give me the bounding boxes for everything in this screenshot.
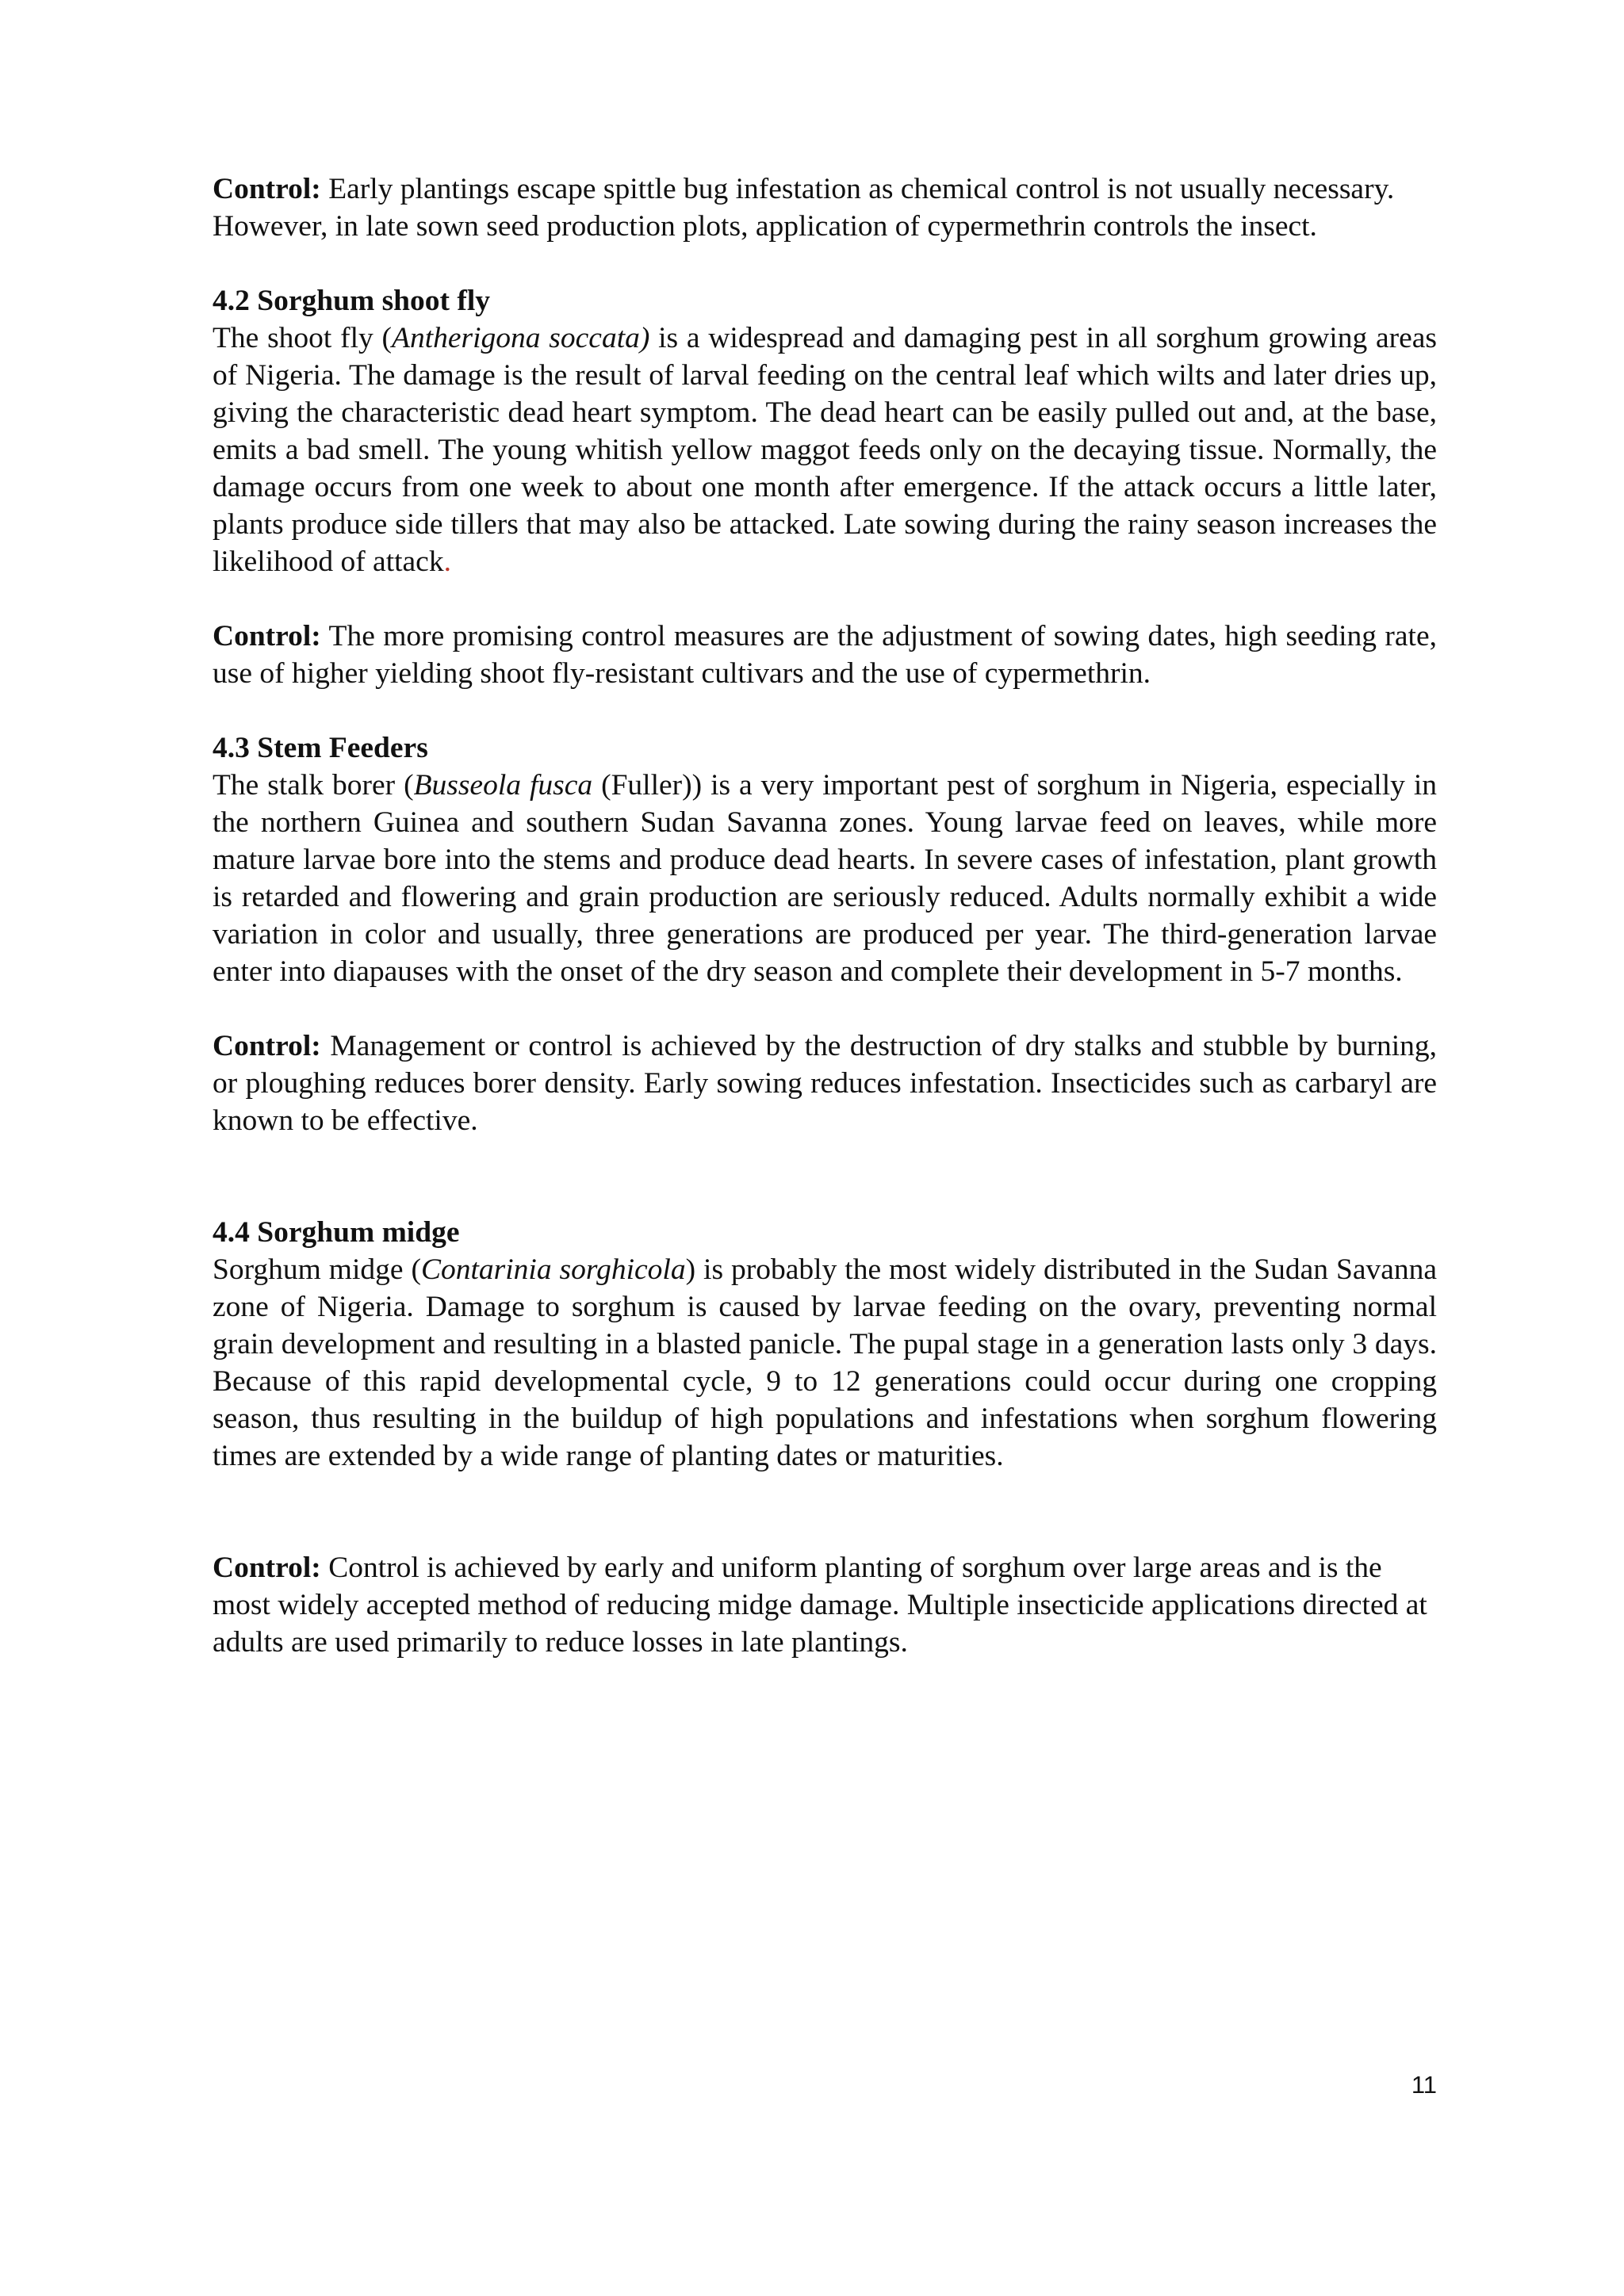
paragraph-text: Sorghum midge (	[213, 1253, 421, 1286]
spacer	[213, 990, 1437, 1027]
paragraph-text: The shoot fly (	[213, 322, 393, 354]
control-label: Control:	[213, 620, 321, 652]
paragraph-text: ) is probably the most widely distributed in the Sudan Savanna zone of Nigeria. Damage to sorghum is caused by larvae feeding on the ovary, preventing normal grain development and resulting in a blasted panicle. The pupal stage in a generation lasts only 3 days. Because of this rapid developmental cycle, 9 to 12 generations could occur during one cropping season, thus resulting in the buildup of high populations and infestations when sorghum flowering times are extended by a wide range of planting dates or maturities.	[213, 1253, 1437, 1472]
control-paragraph-spittle-bug	[213, 170, 1437, 245]
control-paragraph-stem-feeders	[213, 1027, 1437, 1139]
sorghum-midge-paragraph	[213, 1251, 1437, 1475]
spacer	[213, 692, 1437, 729]
spacer	[213, 580, 1437, 618]
page-number: 11	[1411, 2071, 1437, 2099]
paragraph-text: is a widespread and damaging pest in all sorghum growing areas of Nigeria. The damage is the result of larval feeding on the central leaf which wilts and later dries up, giving the characteristic dead heart symptom. The dead heart can be easily pulled out and, at the base, emits a bad smell. The young whitish yellow maggot feeds only on the decaying tissue. Normally, the damage occurs from one week to about one month after emergence. If the attack occurs a little later, plants produce side tillers that may also be attacked. Late sowing during the rainy season increases the likelihood of attack	[213, 322, 1437, 578]
species-name: Contarinia sorghicola	[420, 1253, 686, 1286]
control-text: The more promising control measures are the adjustment of sowing dates, high seeding rate, use of higher yielding shoot fly-resistant cultivars and the use of cypermethrin.	[213, 620, 1437, 690]
spacer	[213, 1475, 1437, 1549]
paragraph-text: The stalk borer (	[213, 769, 414, 802]
section-heading-4-2: 4.2 Sorghum shoot fly	[213, 285, 491, 317]
control-text: Early plantings escape spittle bug infestation as chemical control is not usually necessary. However, in late sown seed production plots, application of cypermethrin controls the insect.	[213, 173, 1395, 243]
spacer	[213, 1139, 1437, 1214]
control-label: Control:	[213, 1552, 321, 1584]
shoot-fly-paragraph	[213, 320, 1437, 580]
control-label: Control:	[213, 1030, 321, 1062]
document-page	[213, 170, 1437, 1661]
spacer	[213, 245, 1437, 282]
paragraph-end-mark: .	[443, 545, 451, 578]
control-paragraph-shoot-fly	[213, 618, 1437, 692]
control-paragraph-sorghum-midge	[213, 1549, 1437, 1661]
control-label: Control:	[213, 173, 321, 205]
control-text: Control is achieved by early and uniform planting of sorghum over large areas and is the most widely accepted method of reducing midge damage. Multiple insecticide applications directed at adults are used primarily to reduce losses in late plantings.	[213, 1552, 1427, 1659]
section-heading-4-3: 4.3 Stem Feeders	[213, 732, 428, 764]
control-text: Management or control is achieved by the destruction of dry stalks and stubble by burning, or ploughing reduces borer density. Early sowing reduces infestation. Insecticides such as carbaryl are known to be effective.	[213, 1030, 1437, 1137]
paragraph-text: (Fuller)) is a very important pest of sorghum in Nigeria, especially in the northern Guinea and southern Sudan Savanna zones. Young larvae feed on leaves, while more mature larvae bore into the stems and produce dead hearts. In severe cases of infestation, plant growth is retarded and flowering and grain production are seriously reduced. Adults normally exhibit a wide variation in color and usually, three generations are produced per year. The third-generation larvae enter into diapauses with the onset of the dry season and complete their development in 5-7 months.	[213, 769, 1437, 988]
species-name: Busseola fusca	[413, 769, 593, 802]
species-name: Antherigona soccata)	[392, 322, 650, 354]
section-heading-4-4: 4.4 Sorghum midge	[213, 1216, 460, 1249]
stem-feeders-paragraph	[213, 767, 1437, 990]
